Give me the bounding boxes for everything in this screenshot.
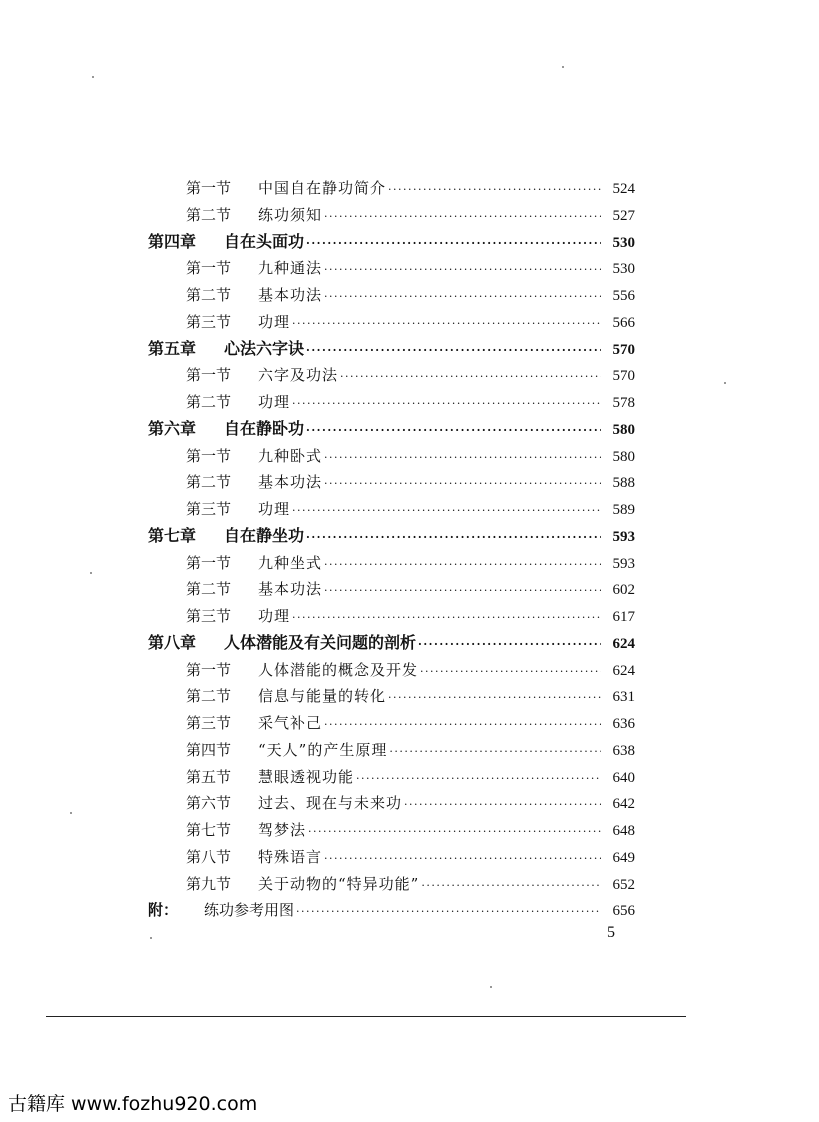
toc-title: 信息与能量的转化 xyxy=(258,687,387,706)
scan-speck xyxy=(724,382,726,384)
toc-section-row xyxy=(0,496,635,522)
toc-page-number: 640 xyxy=(612,769,635,786)
scan-speck xyxy=(490,986,492,988)
toc-section-row xyxy=(0,737,635,763)
toc-page-number: 530 xyxy=(612,261,635,278)
toc-label: 第二节 xyxy=(186,580,232,599)
dot-leader xyxy=(324,284,601,310)
dot-leader xyxy=(418,632,601,658)
scan-speck xyxy=(562,66,564,68)
toc-title: 驾梦法 xyxy=(258,821,307,839)
toc-label: 第八章 xyxy=(148,632,197,652)
toc-page-number: 642 xyxy=(612,796,635,813)
toc-page-number: 593 xyxy=(612,528,635,545)
toc-label: 第六节 xyxy=(186,794,232,813)
toc-title: “天人”的产生原理 xyxy=(258,740,388,759)
toc-label: 第一节 xyxy=(186,259,232,278)
toc-label: 第二节 xyxy=(186,687,232,706)
toc-title: 采气补己 xyxy=(258,714,323,732)
toc-section-row xyxy=(0,469,635,495)
toc-section-row xyxy=(0,362,635,388)
toc-label: 第二节 xyxy=(186,286,232,304)
dot-leader xyxy=(324,552,601,578)
toc-label: 第一节 xyxy=(186,553,232,572)
dot-leader xyxy=(420,659,601,685)
toc-section-row xyxy=(0,282,635,308)
toc-label: 第一节 xyxy=(186,366,232,385)
toc-label: 第九节 xyxy=(186,874,232,893)
toc-section-row xyxy=(0,550,635,576)
toc-label: 附： xyxy=(148,901,179,920)
toc-title: 基本功法 xyxy=(258,473,323,492)
toc-page-number: 580 xyxy=(612,448,635,465)
toc-page-number: 570 xyxy=(612,341,635,358)
toc-chapter-row xyxy=(0,630,635,656)
toc-label: 第一节 xyxy=(186,660,232,679)
toc-section-row xyxy=(0,844,635,870)
dot-leader xyxy=(324,445,601,471)
dot-leader xyxy=(306,231,601,257)
toc-title: 练功须知 xyxy=(258,205,323,224)
watermark: 古籍库 www.fozhu920.com xyxy=(8,1093,258,1115)
dot-leader xyxy=(308,819,601,845)
toc-title: 慧眼透视功能 xyxy=(258,767,355,786)
toc-page-number: 648 xyxy=(612,823,635,839)
toc-section-row xyxy=(0,790,635,816)
toc-title: 特殊语言 xyxy=(258,847,323,866)
dot-leader xyxy=(404,792,601,818)
toc-page-number: 524 xyxy=(612,181,635,197)
toc-title: 基本功法 xyxy=(258,580,323,599)
toc-section-row xyxy=(0,657,635,683)
toc-label: 第三节 xyxy=(186,607,232,625)
toc-title: 中国自在静功简介 xyxy=(258,179,387,197)
page-number: 5 xyxy=(607,924,615,941)
toc-chapter-row xyxy=(0,523,635,549)
toc-title: 功理 xyxy=(258,607,291,625)
toc-page-number: 566 xyxy=(612,314,635,331)
toc-title: 功理 xyxy=(258,312,291,331)
toc-page-number: 652 xyxy=(612,876,635,893)
bottom-rule xyxy=(46,1016,686,1017)
toc-label: 第五节 xyxy=(186,767,232,786)
toc-title: 自在静坐功 xyxy=(224,525,305,545)
toc-section-row xyxy=(0,175,635,201)
dot-leader xyxy=(324,471,601,497)
toc-title: 九种通法 xyxy=(258,259,323,278)
toc-section-row xyxy=(0,443,635,469)
dot-leader xyxy=(388,177,601,203)
toc-appendix-row xyxy=(0,897,635,923)
toc-title: 关于动物的“特异功能” xyxy=(258,874,420,893)
toc-label: 第二节 xyxy=(186,393,232,411)
scan-speck xyxy=(90,572,92,574)
toc-section-row xyxy=(0,389,635,415)
toc-label: 第八节 xyxy=(186,847,232,866)
toc-label: 第七节 xyxy=(186,821,232,839)
toc-title: 练功参考用图 xyxy=(204,901,295,920)
dot-leader xyxy=(292,498,601,524)
toc-label: 第一节 xyxy=(186,179,232,197)
dot-leader xyxy=(324,204,601,230)
toc-title: 自在静卧功 xyxy=(224,418,305,438)
toc-section-row xyxy=(0,683,635,709)
toc-label: 第七章 xyxy=(148,525,197,545)
toc-page-number: 649 xyxy=(612,849,635,866)
toc-label: 第三节 xyxy=(186,312,232,331)
toc-page-number: 631 xyxy=(612,689,635,706)
dot-leader xyxy=(324,846,601,872)
toc-label: 第三节 xyxy=(186,500,232,518)
toc-chapter-row xyxy=(0,229,635,255)
toc-section-row xyxy=(0,202,635,228)
toc-page-number: 589 xyxy=(612,502,635,518)
toc-label: 第四章 xyxy=(148,231,197,251)
toc-page-number: 570 xyxy=(612,368,635,385)
toc-section-row xyxy=(0,764,635,790)
dot-leader xyxy=(356,766,601,792)
toc-title: 九种卧式 xyxy=(258,446,323,465)
toc-title: 过去、现在与未来功 xyxy=(258,794,403,813)
toc-title: 九种坐式 xyxy=(258,553,323,572)
dot-leader xyxy=(340,364,601,390)
toc-page-number: 527 xyxy=(612,207,635,224)
toc-page-number: 578 xyxy=(612,395,635,411)
toc-label: 第一节 xyxy=(186,446,232,465)
dot-leader xyxy=(306,338,601,364)
dot-leader xyxy=(306,418,601,444)
toc-section-row xyxy=(0,817,635,843)
toc-chapter-row xyxy=(0,416,635,442)
toc-page-number: 636 xyxy=(612,716,635,732)
dot-leader xyxy=(292,605,601,631)
toc-page-number: 638 xyxy=(612,742,635,759)
toc-title: 功理 xyxy=(258,500,291,518)
toc-label: 第五章 xyxy=(148,338,197,358)
toc-section-row xyxy=(0,603,635,629)
toc-page-number: 588 xyxy=(612,475,635,492)
toc-title: 六字及功法 xyxy=(258,366,339,385)
toc-label: 第二节 xyxy=(186,473,232,492)
dot-leader xyxy=(324,257,601,283)
toc-title: 心法六字诀 xyxy=(224,338,305,358)
toc-section-row xyxy=(0,309,635,335)
dot-leader xyxy=(324,578,601,604)
scan-speck xyxy=(70,812,72,814)
toc-label: 第六章 xyxy=(148,418,197,438)
toc-page-number: 580 xyxy=(612,421,635,438)
dot-leader xyxy=(296,899,601,925)
toc-title: 人体潜能及有关问题的剖析 xyxy=(224,632,417,652)
toc-section-row xyxy=(0,576,635,602)
toc-page-number: 530 xyxy=(612,234,635,251)
toc-page-number: 556 xyxy=(612,288,635,304)
dot-leader xyxy=(324,712,601,738)
toc-label: 第二节 xyxy=(186,205,232,224)
toc-title: 人体潜能的概念及开发 xyxy=(258,660,419,679)
toc-page-number: 617 xyxy=(612,609,635,625)
toc-title: 自在头面功 xyxy=(224,231,305,251)
toc-label: 第三节 xyxy=(186,714,232,732)
toc-label: 第四节 xyxy=(186,740,232,759)
toc-page-number: 593 xyxy=(612,555,635,572)
dot-leader xyxy=(389,739,601,765)
dot-leader xyxy=(306,525,601,551)
toc-page-number: 602 xyxy=(612,582,635,599)
scan-speck xyxy=(92,76,94,78)
dot-leader xyxy=(292,391,601,417)
toc-page-number: 624 xyxy=(612,635,635,652)
toc-section-row xyxy=(0,710,635,736)
dot-leader xyxy=(388,685,601,711)
toc-section-row xyxy=(0,871,635,897)
toc-title: 基本功法 xyxy=(258,286,323,304)
scan-speck xyxy=(150,937,152,939)
dot-leader xyxy=(292,311,601,337)
toc-section-row xyxy=(0,255,635,281)
toc-page-number: 656 xyxy=(612,903,635,920)
toc-title: 功理 xyxy=(258,393,291,411)
dot-leader xyxy=(421,873,601,899)
toc-page-number: 624 xyxy=(612,662,635,679)
toc-chapter-row xyxy=(0,336,635,362)
